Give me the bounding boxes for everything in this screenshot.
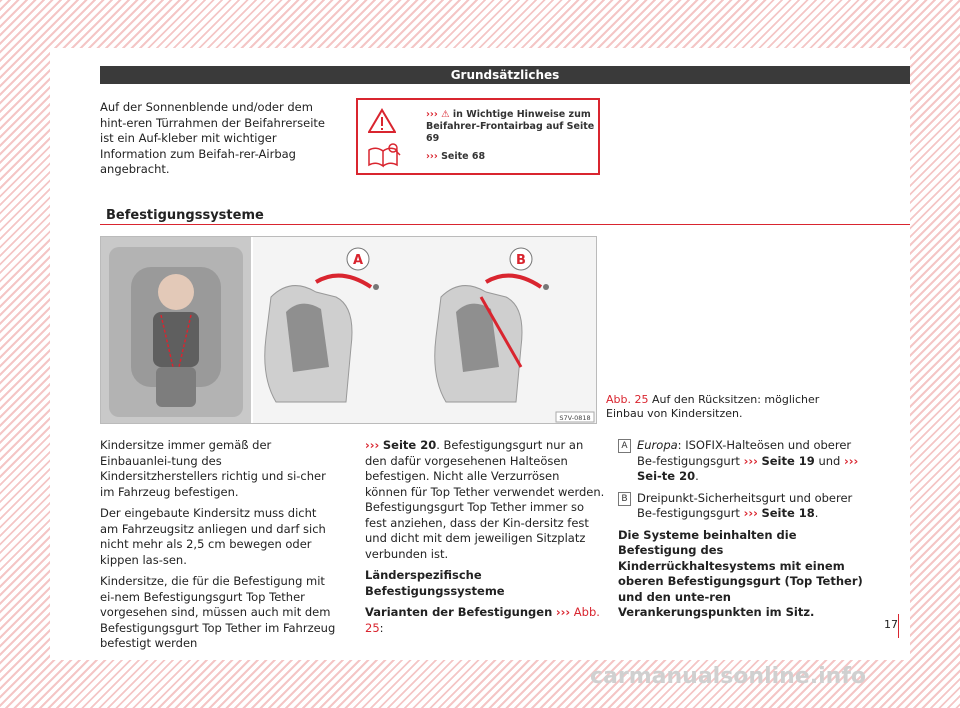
chevron-icon: ›››	[426, 109, 438, 120]
child-seat-illustration	[101, 237, 597, 424]
column-3	[618, 438, 863, 627]
page-number: 17	[884, 618, 898, 631]
column-1	[100, 438, 338, 658]
col2-varianten	[365, 605, 605, 636]
chapter-title: Grundsätzliches	[450, 68, 560, 82]
warning-ref-1-text: in Wichtige Hinweise zum Beifahrer-Frontairbag auf Seite 69	[426, 109, 595, 144]
col1-paragraph-1: Kindersitze immer gemäß der Einbauanlei-tung des Kindersitzherstellers richtig und si-cher im Fahrzeug befestigen.	[100, 438, 326, 499]
figure-label-b: B	[516, 253, 526, 268]
figure-label-a: A	[352, 253, 364, 268]
col2-paragraph-1	[365, 438, 605, 562]
caption-figure-ref: Abb. 25	[606, 393, 649, 406]
figure-ref-link[interactable]: Abb. 25	[365, 605, 600, 635]
page-ref-link[interactable]: Seite 19	[761, 453, 815, 468]
page-ref-link[interactable]: Sei-te 20	[637, 469, 696, 483]
col1-paragraph-3: Kindersitze, die für die Befestigung mit ei-nem Befestigungsgurt Top Tether vorgesehen sind, müssen auch mit dem Befestigungsgurt Top Tether im Fahrzeug befestigt werden	[100, 574, 336, 650]
list-badge-b: B	[618, 492, 631, 506]
item-a-text: : ISOFIX-Halteösen und oberer Be-festigungsgurt	[637, 438, 852, 468]
chevron-icon: ›››	[365, 438, 380, 452]
figure-caption	[606, 393, 856, 421]
small-warning-triangle-icon: ⚠	[441, 109, 450, 120]
warning-ref-1[interactable]	[426, 109, 598, 145]
chevron-icon: ›››	[743, 453, 758, 468]
list-badge-a: A	[618, 439, 631, 453]
column-2	[365, 438, 605, 642]
page-ref-link[interactable]: Seite 18	[761, 506, 815, 520]
item-a-und: und	[818, 453, 841, 468]
varianten-colon: :	[379, 620, 384, 635]
item-b-text: Dreipunkt-Sicherheitsgurt und oberer Be-festigungsgurt	[637, 490, 853, 520]
chevron-icon: ›››	[426, 151, 438, 162]
list-item-b	[618, 491, 863, 522]
col2-paragraph-1-text: . Befestigungsgurt nur an den dafür vorgesehenen Halteösen befestigen. Nicht alle Verzurrösen können für Top Tether verwendet werden. Befestigungsgurt Top Tether immer so fest anziehen, dass der Kin-dersitz fest und dicht mit dem jeweiligen Sitzplatz verbunden ist.	[365, 438, 605, 561]
page-number-divider	[898, 614, 899, 638]
varianten-label: Varianten der Befestigungen	[365, 605, 553, 619]
warning-ref-2[interactable]	[426, 151, 485, 162]
item-a-end: .	[695, 469, 699, 483]
section-title: Befestigungssysteme	[106, 208, 264, 223]
chevron-icon: ›››	[743, 506, 758, 520]
section-divider	[100, 224, 910, 225]
manual-page	[50, 48, 910, 660]
warning-reference-box	[356, 98, 600, 175]
book-icon	[366, 142, 402, 168]
chevron-icon: ›››	[844, 453, 859, 468]
warning-triangle-icon	[368, 108, 396, 134]
col1-paragraph-2: Der eingebaute Kindersitz muss dicht am Fahrzeugsitz anliegen und darf sich nicht mehr als 2,5 cm bewegen oder kippen las-sen.	[100, 506, 326, 567]
page-ref-link[interactable]: Seite 20	[382, 438, 437, 452]
seat-b-drawing	[435, 276, 549, 402]
chapter-header	[100, 66, 910, 84]
figure-illustration	[100, 236, 597, 424]
caption-text: Auf den Rücksitzen: möglicher Einbau von Kindersitzen.	[606, 393, 820, 420]
seat-a-drawing	[265, 276, 379, 402]
item-b-end: .	[814, 506, 819, 520]
col3-summary: Die Systeme beinhalten die Befestigung des Kinderrückhaltesystems mit einem oberen Befestigungsgurt (Top Tether) und den unte-ren Verankerungspunkten im Sitz.	[618, 527, 863, 619]
figure-code: S7V-0818	[559, 414, 591, 422]
watermark-text: carmanualsonline.info	[590, 664, 866, 689]
intro-paragraph: Auf der Sonnenblende und/oder dem hint-eren Türrahmen der Beifahrerseite ist ein Auf-kleber mit wichtiger Information zum Beifah-rer-Airbag angebracht.	[100, 100, 325, 176]
chevron-icon: ›››	[555, 605, 571, 619]
list-item-a	[618, 438, 863, 485]
item-a-region: Europa	[637, 438, 678, 452]
warning-ref-2-text: Seite 68	[441, 151, 486, 162]
col2-heading: Länderspezifische Befestigungssysteme	[365, 568, 505, 598]
